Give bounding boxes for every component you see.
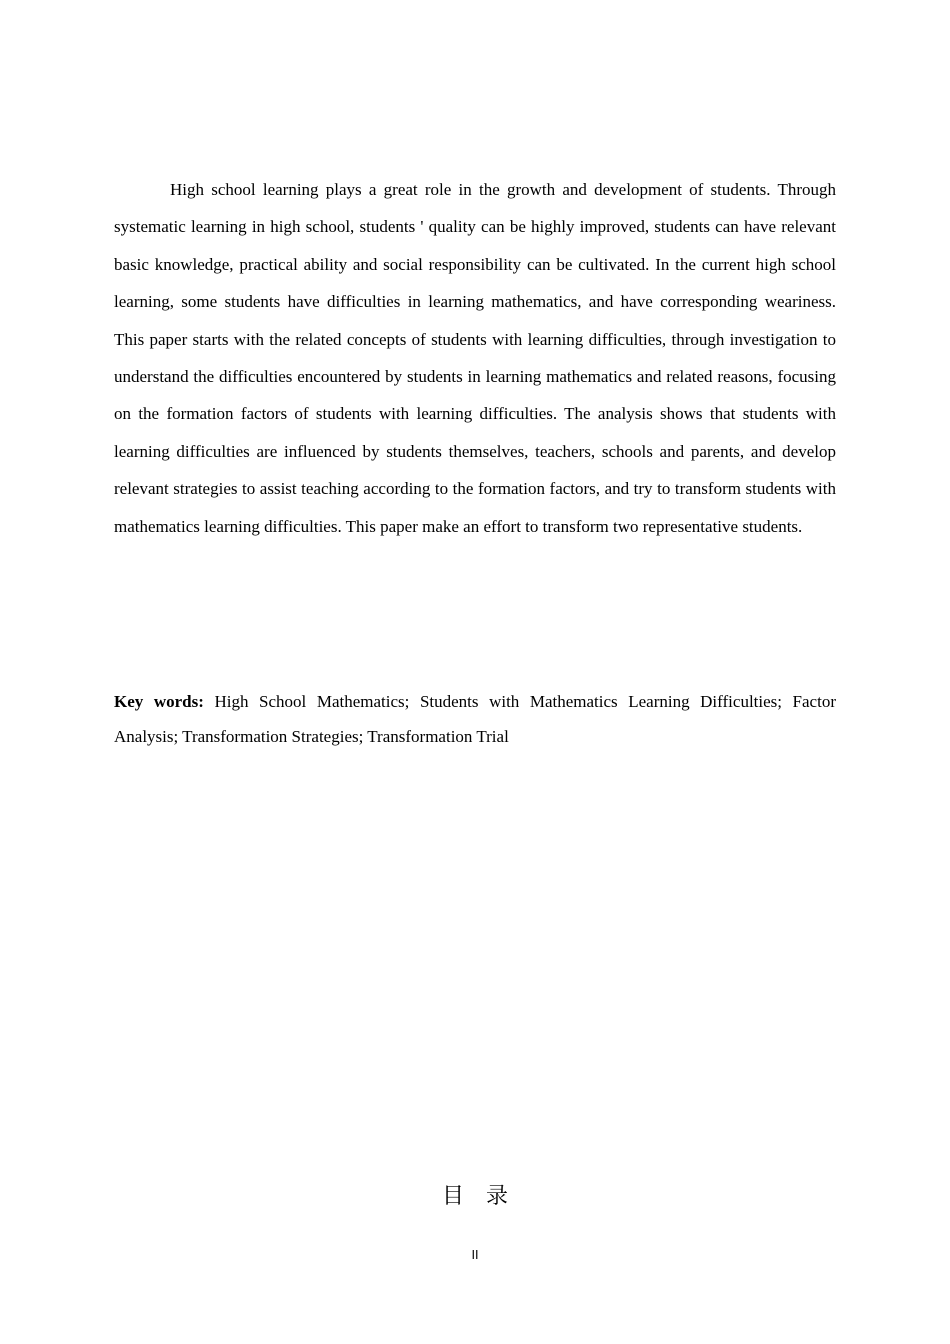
table-of-contents-heading: 目录 (441, 1184, 530, 1209)
keywords-separator: : (198, 692, 204, 711)
keywords-label: Key words (114, 692, 199, 711)
abstract-paragraph: High school learning plays a great role in the growth and development of students. Through systematic learning in high school, students ' quality can be highly improved, students can have relevant basic knowledge, practical ability and social responsibility can be cultivated. In the current high school learning, some students have difficulties in learning mathematics, and have corresponding weariness. This paper starts with the related concepts of students with learning difficulties, through investigation to understand the difficulties encountered by students in learning mathematics and related reasons, focusing on the formation factors of students with learning difficulties. The analysis shows that students with learning difficulties are influenced by students themselves, teachers, schools and parents, and develop relevant strategies to assist teaching according to the formation factors, and try to transform students with mathematics learning difficulties. This paper make an effort to transform two representative students. (114, 180, 836, 536)
page-number: II (471, 1248, 479, 1262)
keywords-text: High School Mathematics; Students with Mathematics Learning Difficulties; Factor Analysis; Transformation Strategies; Transformation Trial (114, 692, 836, 746)
keywords-line (114, 684, 836, 754)
